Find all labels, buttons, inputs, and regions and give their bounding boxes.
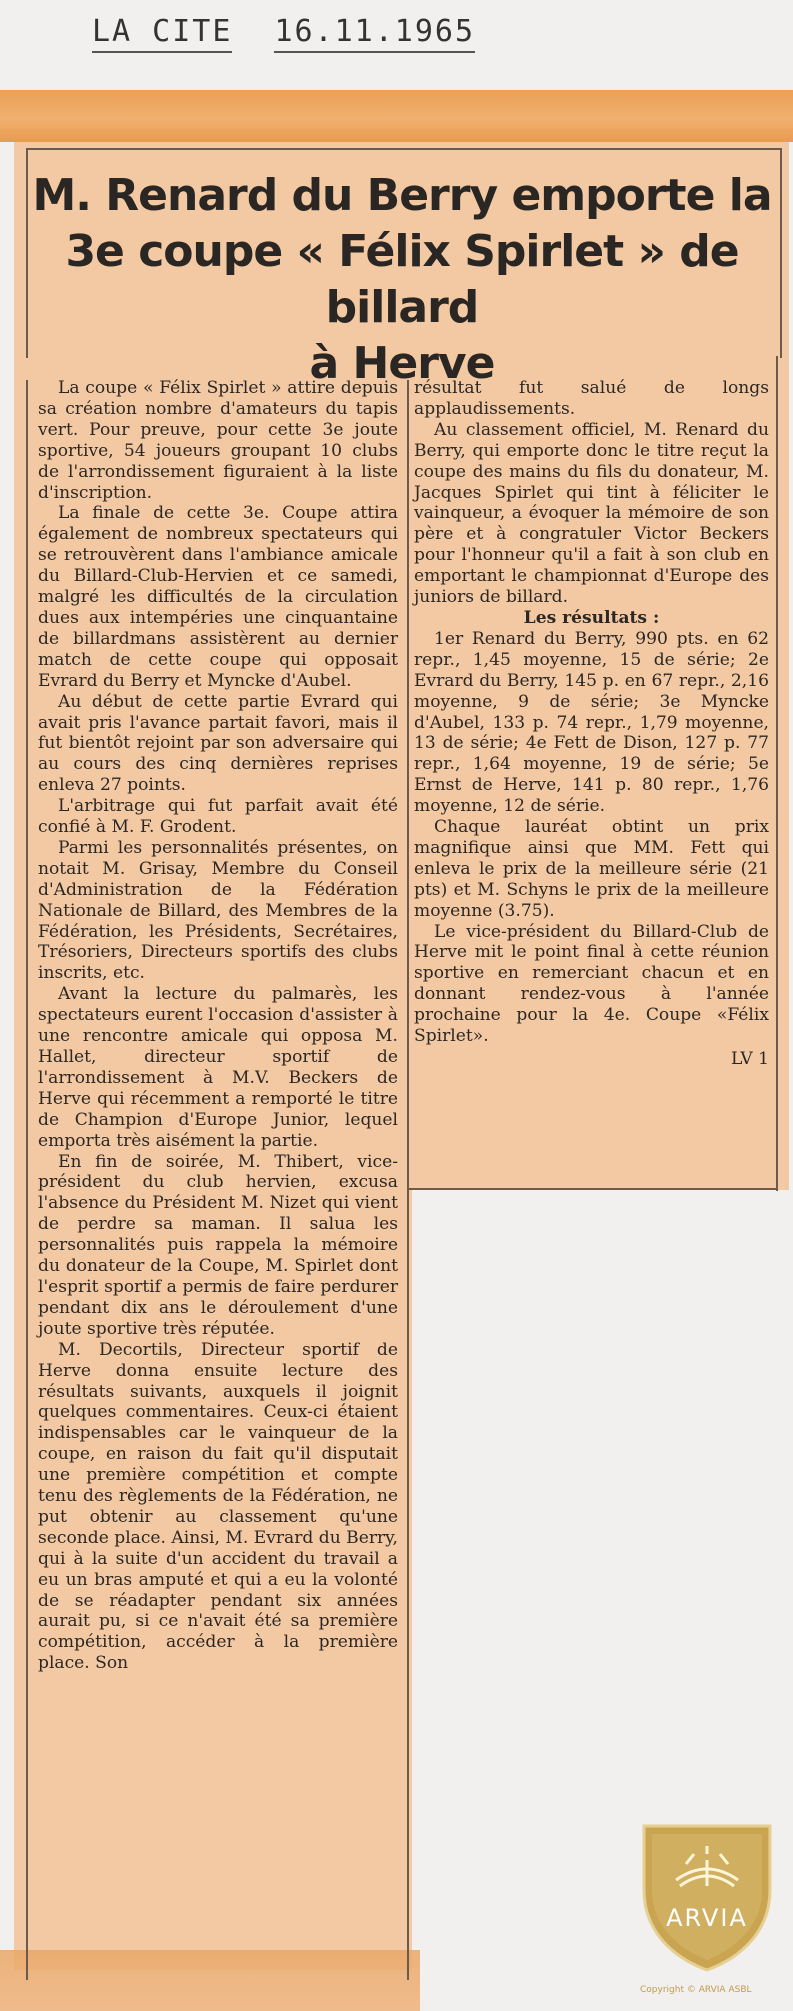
paragraph-continuation: résultat fut salué de longs applaudissements. — [414, 378, 769, 419]
paragraph: Le vice-président du Billard-Club de Herve mit le point final à cette réunion sportive en remerciant chacun et en donnant rendez-vous à l'année prochaine pour la 4e. Coupe «Félix Spirlet». — [414, 921, 769, 1047]
paragraph: Avant la lecture du palmarès, les spectateurs eurent l'occasion d'assister à une rencontre amicale qui opposa M. Hallet, directeur sportif de l'arrondissement à M.V. Beckers de Herve qui récemment a remporté le titre de Champion d'Europe Junior, lequel emporta très aisément la partie. — [38, 984, 398, 1151]
adhesive-tape-bottom — [0, 1950, 420, 2011]
newspaper-name: LA CITE — [92, 14, 232, 53]
adhesive-tape — [0, 90, 793, 142]
right-border-rule — [776, 356, 778, 1191]
right-bottom-rule — [407, 1188, 778, 1190]
clipping-date: 16.11.1965 — [274, 14, 475, 53]
paragraph: Parmi les personnalités présentes, on notait M. Grisay, Membre du Conseil d'Administration de la Fédération Nationale de Billard, des Membres de la Fédération, les Présidents, Secrétaires, Trésoriers, Directeurs sportifs des clubs inscrits, etc. — [38, 837, 398, 984]
paragraph: La finale de cette 3e. Coupe attira également de nombreux spectateurs qui se retrouvèrent dans l'ambiance amicale du Billard-Club-Hervien et ce samedi, malgré les difficultés de la circulation dues aux intempéries une cinquantaine de billardmans assistèrent au dernier match de cette coupe qui opposait Evrard du Berry et Myncke d'Aubel. — [38, 503, 398, 691]
article-right-column — [414, 378, 769, 1070]
article-headline — [26, 168, 778, 392]
paragraph: L'arbitrage qui fut parfait avait été confié à M. F. Grodent. — [38, 796, 398, 838]
logo-text: ARVIA — [666, 1904, 748, 1932]
results-heading: Les résultats : — [523, 607, 660, 628]
paragraph: En fin de soirée, M. Thibert, vice-président du club hervien, excusa l'absence du Président M. Nizet qui vient de perdre sa maman. Il salua les personnalités puis rappela la mémoire du donateur de la Coupe, M. Spirlet dont l'esprit sportif a permis de faire perdurer pendant dix ans le déroulement d'une joute sportive très réputée. — [38, 1151, 398, 1339]
paragraph: Chaque lauréat obtint un prix magnifique ainsi que MM. Fett qui enleva le prix de la meilleure série (21 pts) et M. Schyns le prix de la meilleure moyenne (3.75). — [414, 817, 769, 921]
paragraph: M. Decortils, Directeur sportif de Herve donna ensuite lecture des résultats suivants, auxquels il joignit quelques commentaires. Ceux-ci étaient indispensables car le vainqueur de la coupe, en raison du fait qu'il disputait une première compétition et compte tenu des règlements de la Fédération, ne put obtenir au classement qu'une seconde place. Ainsi, M. Evrard du Berry, qui à la suite d'un accident du travail a eu un bras amputé et qui a eu la volonté de se réadapter pendant six années aurait pu, si ce n'avait été sa première compétition, accéder à la première place. Son — [38, 1339, 398, 1674]
results-list: 1er Renard du Berry, 990 pts. en 62 repr., 1,45 moyenne, 15 de série; 2e Evrard du Berry, 145 p. en 67 repr., 2,16 moyenne, 9 de série; 3e Myncke d'Aubel, 133 p. 74 repr., 1,79 moyenne, 13 de série; 4e Fett de Dison, 127 p. 77 repr., 1,64 moyenne, 19 de série; 5e Ernst de Herve, 141 p. 80 repr., 1,76 moyenne, 12 de série. — [414, 628, 769, 817]
left-border-rule — [26, 380, 28, 1980]
paragraph: Au début de cette partie Evrard qui avait pris l'avance partait favori, mais il fut bientôt rejoint par son adversaire qui au cours des cinq dernières reprises enleva 27 points. — [38, 691, 398, 796]
arvia-logo — [636, 1820, 778, 1976]
author-signature: LV 1 — [731, 1049, 769, 1069]
column-divider-rule — [407, 380, 409, 1980]
newspaper-stamp — [92, 14, 517, 53]
headline-line-1: M. Renard du Berry emporte la — [32, 170, 772, 221]
headline-line-3: à Herve — [309, 338, 495, 389]
paragraph: Au classement officiel, M. Renard du Berry, qui emporte donc le titre reçut la coupe des mains du fils du donateur, M. Jacques Spirlet qui tint à féliciter le vainqueur, a évoquer la mémoire de son père et à congratuler Victor Beckers pour l'honneur qu'il a fait à son club en emportant le championnat d'Europe des juniors de billard. — [414, 419, 769, 608]
copyright-notice: Copyright © ARVIA ASBL — [640, 1985, 752, 1995]
shield-icon — [636, 1820, 778, 1976]
headline-line-2: 3e coupe « Félix Spirlet » de billard — [65, 226, 739, 333]
article-left-column — [38, 378, 398, 1674]
paragraph: La coupe « Félix Spirlet » attire depuis sa création nombre d'amateurs du tapis vert. Pour preuve, pour cette 3e joute sportive, 54 joueurs groupant 10 clubs de l'arrondissement figuraient à la liste d'inscription. — [38, 378, 398, 503]
